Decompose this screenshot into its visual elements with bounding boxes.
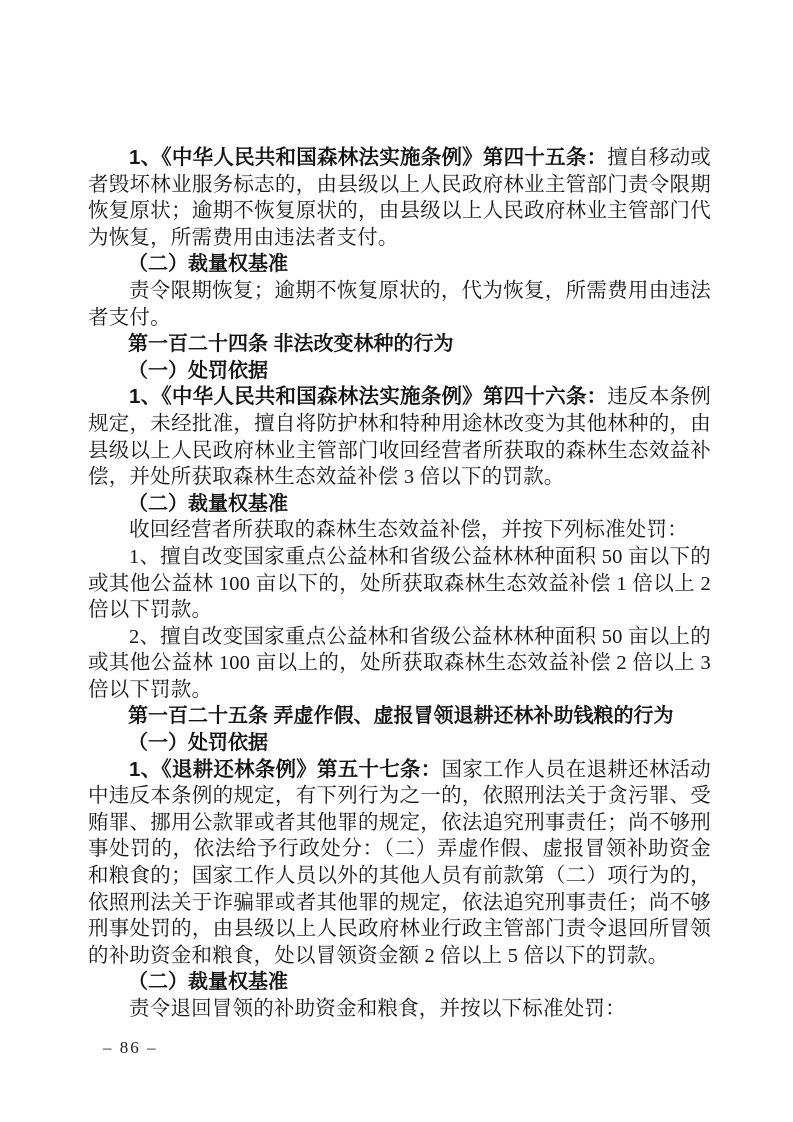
bold-lead-text: （二）裁量权基准 <box>128 971 288 994</box>
section-heading <box>88 358 711 385</box>
bold-lead-text: （二）裁量权基准 <box>128 253 288 276</box>
body-text: 责令限期恢复；逾期不恢复原状的，代为恢复，所需费用由违法者支付。 <box>88 279 711 329</box>
section-heading <box>88 969 711 996</box>
body-text: 责令退回冒领的补助资金和粮食，并按以下标准处罚： <box>129 998 626 1020</box>
section-heading <box>88 331 711 358</box>
paragraph <box>88 145 711 251</box>
bold-lead-text: 1、《中华人民共和国森林法实施条例》第四十五条： <box>129 146 608 169</box>
section-heading <box>88 251 711 278</box>
paragraph <box>88 517 711 544</box>
paragraph <box>88 624 711 704</box>
bold-lead-text: 1、《退耕还林条例》第五十七条： <box>129 757 442 781</box>
section-heading <box>88 703 711 730</box>
paragraph <box>88 996 711 1023</box>
bold-lead-text: （一）处罚依据 <box>128 732 268 755</box>
paragraph <box>88 278 711 331</box>
bold-lead-text: （二）裁量权基准 <box>128 492 288 515</box>
document-content <box>88 145 711 1023</box>
bold-lead-text: 1、《中华人民共和国森林法实施条例》第四十六条： <box>129 385 608 409</box>
section-heading <box>88 730 711 757</box>
bold-lead-text: （一）处罚依据 <box>128 359 268 382</box>
paragraph <box>88 384 711 490</box>
bold-lead-text: 第一百二十四条 非法改变林种的行为 <box>128 333 454 356</box>
section-heading <box>88 491 711 518</box>
page-footer <box>103 1038 158 1058</box>
body-text: 2、擅自改变国家重点公益林和省级公益林林种面积 50 亩以上的或其他公益林 100 亩以上的，处所获取森林生态效益补偿 2 倍以上 3 倍以下罚款。 <box>88 625 711 701</box>
body-text: 收回经营者所获取的森林生态效益补偿，并按下列标准处罚： <box>129 519 688 542</box>
paragraph <box>88 757 711 970</box>
page-number: – 86 – <box>103 1038 158 1057</box>
body-text: 国家工作人员在退耕还林活动中违反本条例的规定，有下列行为之一的，依照刑法关于贪污罪、受贿罪、挪用公款罪或者其他罪的规定，依法追究刑事责任；尚不够刑事处罚的，依法给予行政处分：（二）弄虚作假、虚报冒领补助资金和粮食的；国家工作人员以外的其他人员有前款第（二）项行为的，依照刑法关于诈骗罪或者其他罪的规定，依法追究刑事责任；尚不够刑事处罚的，由县级以上人民政府林业行政主管部门责令退回所冒领的补助资金和粮食，处以冒领资金额 2 倍以上 5 倍以下的罚款。 <box>88 758 711 967</box>
bold-lead-text: 第一百二十五条 弄虚作假、虚报冒领退耕还林补助钱粮的行为 <box>128 705 674 728</box>
paragraph <box>88 544 711 624</box>
body-text: 违反本条例规定，未经批准，擅自将防护林和特种用途林改变为其他林种的，由县级以上人民政府林业主管部门收回经营者所获取的森林生态效益补偿，并处所获取森林生态效益补偿 3 倍以下的罚款。 <box>88 386 712 489</box>
body-text: 1、擅自改变国家重点公益林和省级公益林林种面积 50 亩以下的或其他公益林 100 亩以下的，处所获取森林生态效益补偿 1 倍以上 2 倍以下罚款。 <box>88 545 711 622</box>
body-text: 擅自移动或者毁坏林业服务标志的，由县级以上人民政府林业主管部门责令限期恢复原状；逾期不恢复原状的，由县级以上人民政府林业主管部门代为恢复，所需费用由违法者支付。 <box>88 147 712 249</box>
